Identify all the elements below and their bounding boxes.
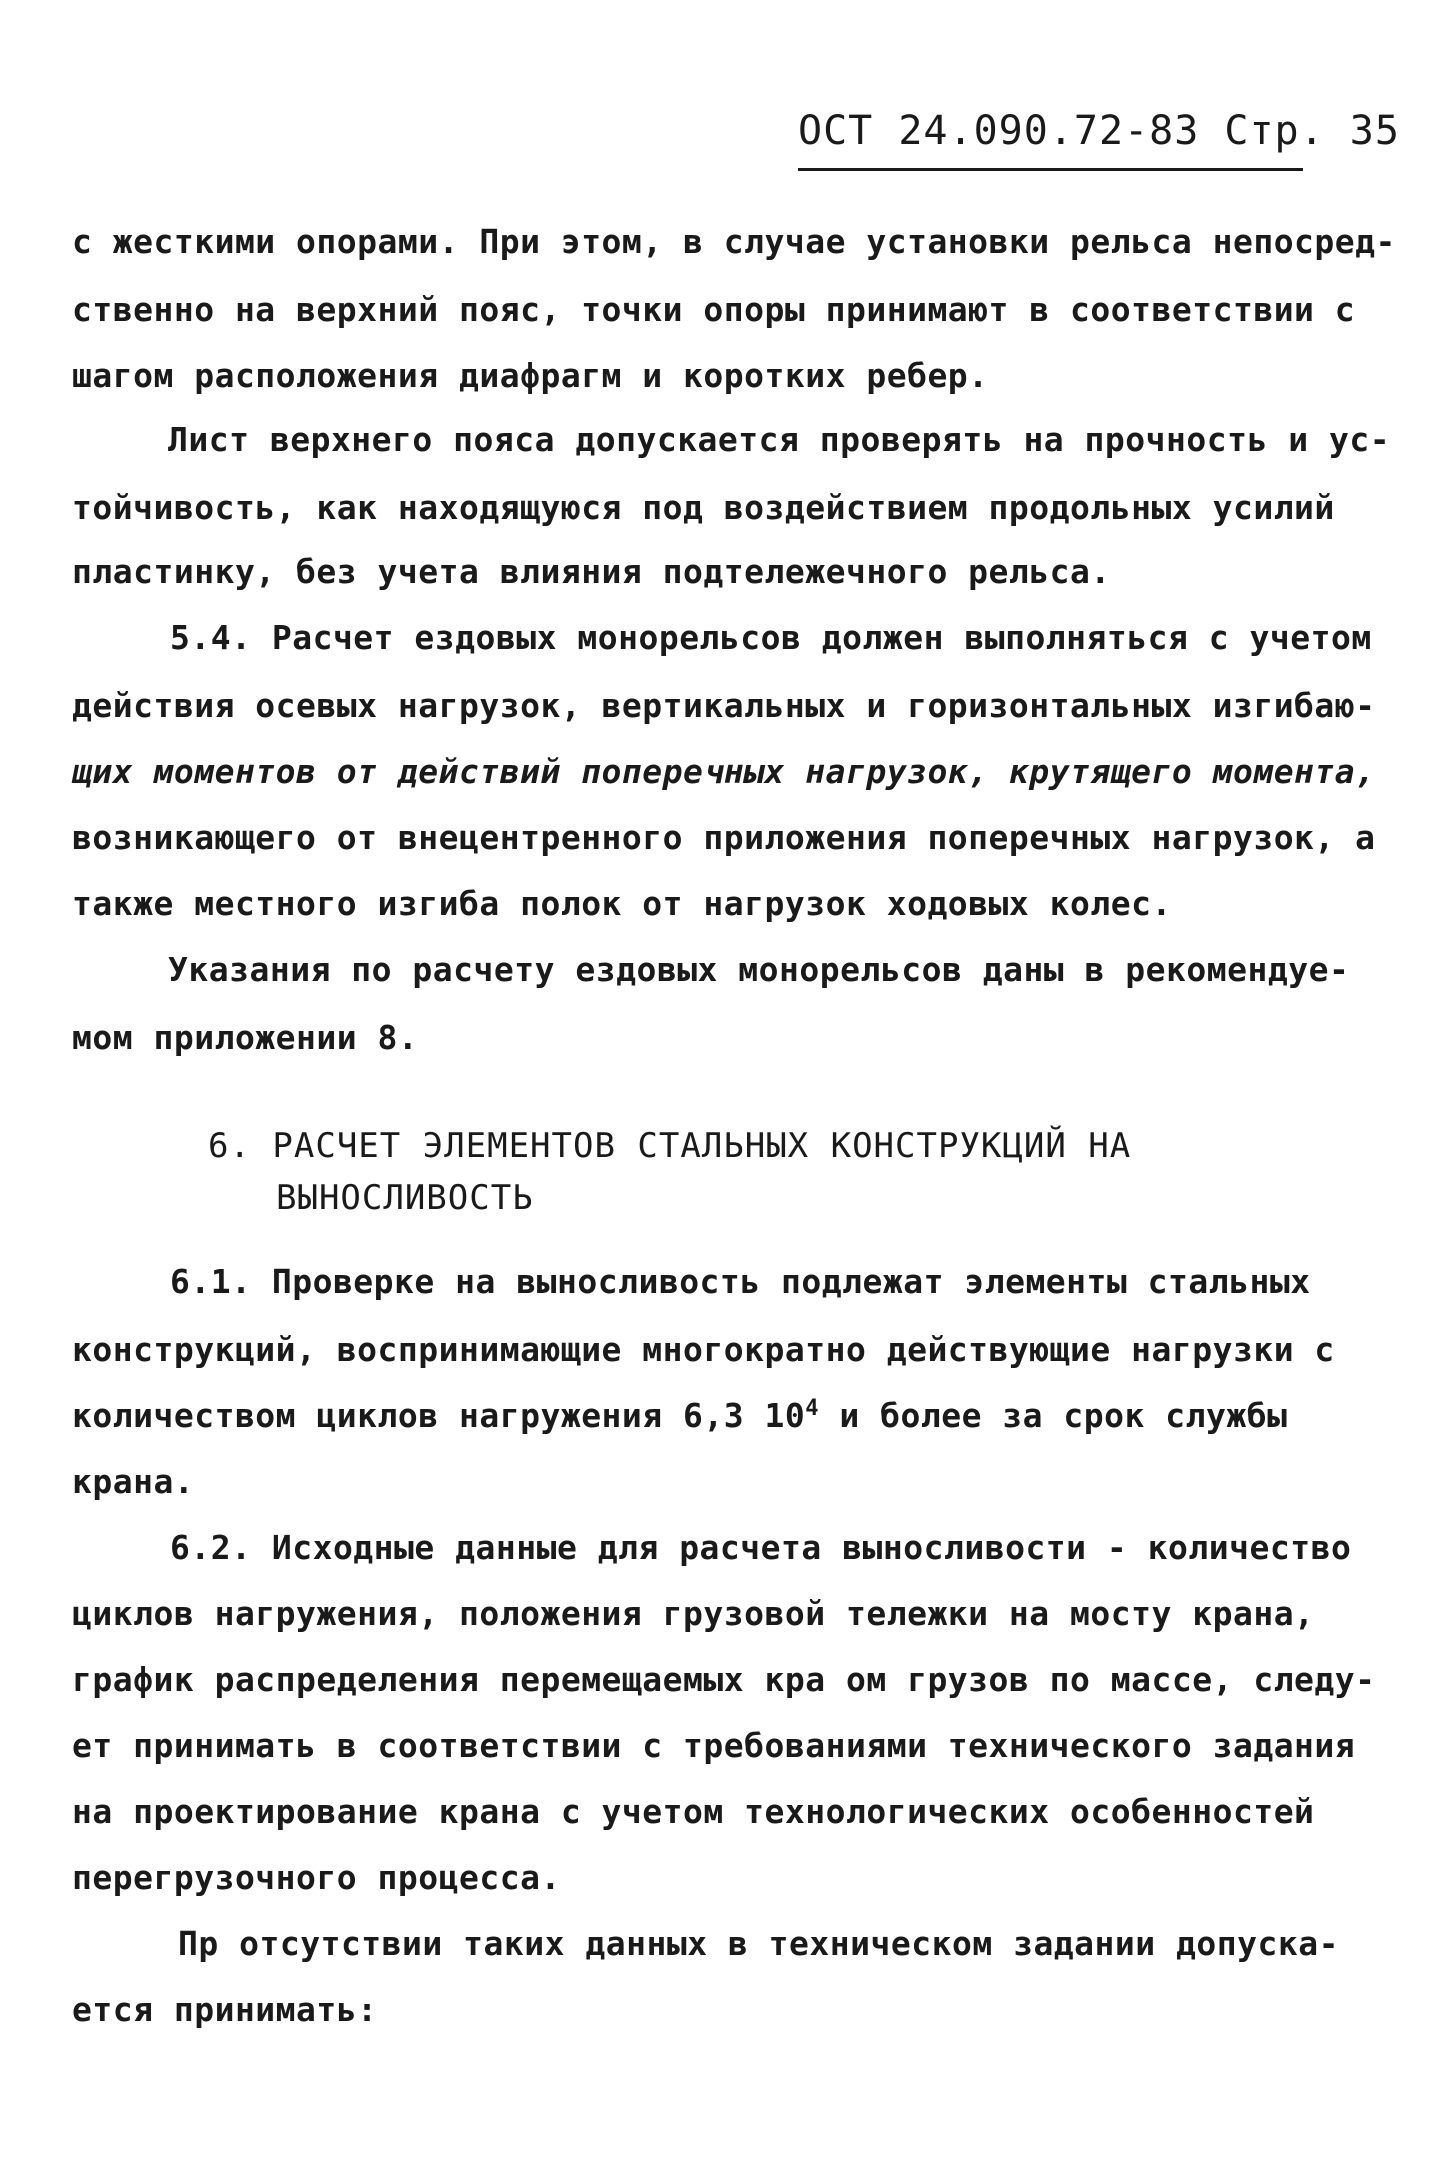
text-line: ется принимать: <box>72 1990 378 2029</box>
text-line: также местного изгиба полок от нагрузок ходовых колес. <box>72 884 1172 923</box>
text-line: тойчивость, как находящуюся под воздействием продольных усилий <box>72 488 1335 527</box>
text-line: перегрузочного процесса. <box>72 1858 561 1897</box>
text-line: Пр отсутствии таких данных в техническом задании допуска- <box>178 1924 1339 1963</box>
cycles-exponent: 4 <box>805 1396 819 1421</box>
text-line: 5.4. Расчет ездовых монорельсов должен выполняться с учетом <box>170 618 1372 657</box>
cycles-text-before: количеством циклов нагружения 6,3 10 <box>72 1396 806 1435</box>
cycles-line <box>72 1396 1287 1435</box>
text-line: Лист верхнего пояса допускается проверять на прочность и ус- <box>168 420 1391 459</box>
text-line: крана. <box>72 1462 195 1501</box>
text-line: щих моментов от действий поперечных нагрузок, крутящего момента, <box>72 752 1376 791</box>
text-line: ет принимать в соответствии с требованиями технического задания <box>72 1726 1356 1765</box>
text-line: действия осевых нагрузок, вертикальных и горизонтальных изгибаю- <box>72 686 1376 725</box>
text-line: пластинку, без учета влияния подтележечного рельса. <box>72 552 1111 591</box>
header-underline <box>798 168 1303 171</box>
text-line: график распределения перемещаемых кра ом грузов по массе, следу- <box>72 1660 1376 1699</box>
text-line: 6.2. Исходные данные для расчета выносливости - количество <box>170 1528 1352 1567</box>
cycles-text-after: и более за срок службы <box>819 1396 1288 1435</box>
text-line: возникающего от внецентренного приложения поперечных нагрузок, а <box>72 818 1376 857</box>
page-header: ОСТ 24.090.72-83 Стр. 35 <box>798 108 1400 154</box>
text-line: мом приложении 8. <box>72 1018 419 1057</box>
text-line: на проектирование крана с учетом технологических особенностей <box>72 1792 1315 1831</box>
text-line: 6.1. Проверке на выносливость подлежат элементы стальных <box>170 1262 1311 1301</box>
text-line: с жесткими опорами. При этом, в случае установки рельса непосред- <box>72 222 1396 261</box>
text-line: Указания по расчету ездовых монорельсов даны в рекомендуе- <box>168 950 1350 989</box>
text-line: циклов нагружения, положения грузовой тележки на мосту крана, <box>72 1594 1315 1633</box>
section-heading-line-2: ВЫНОСЛИВОСТЬ <box>276 1178 534 1218</box>
text-line: конструкций, воспринимающие многократно действующие нагрузки с <box>72 1330 1335 1369</box>
section-heading-line-1: 6. РАСЧЕТ ЭЛЕМЕНТОВ СТАЛЬНЫХ КОНСТРУКЦИЙ НА <box>208 1126 1132 1166</box>
text-line: ственно на верхний пояс, точки опоры принимают в соответствии с <box>72 290 1356 329</box>
text-line: шагом расположения диафрагм и коротких ребер. <box>72 356 989 395</box>
